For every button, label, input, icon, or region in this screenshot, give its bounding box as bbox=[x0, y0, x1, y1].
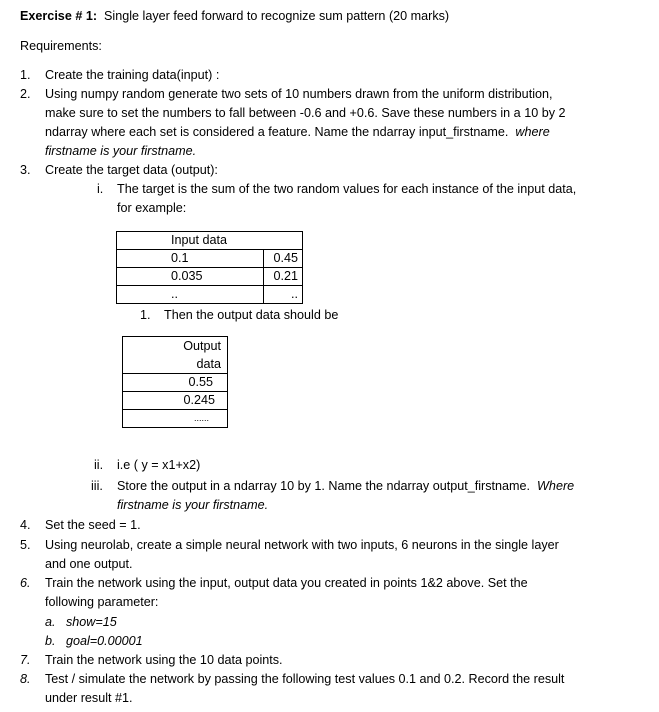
item-text: Using numpy random generate two sets of 10 numbers drawn from the uniform distribution, bbox=[45, 87, 553, 101]
output-data-table bbox=[122, 336, 228, 428]
table-header: Input data bbox=[117, 232, 303, 250]
exercise-title-text: Single layer feed forward to recognize sum pattern (20 marks) bbox=[104, 9, 450, 23]
table-row bbox=[123, 410, 228, 428]
sub-number: iii. bbox=[91, 479, 103, 493]
sub-text: for example: bbox=[117, 201, 187, 215]
item-text-part: ndarray where each set is considered a feature. Name the ndarray input_firstname. bbox=[45, 125, 509, 139]
table-cell: 0.55 bbox=[123, 374, 228, 392]
sub-text-part: Store the output in a ndarray 10 by 1. Name the ndarray output_firstname. bbox=[117, 479, 531, 493]
param-letter: b. bbox=[45, 634, 56, 648]
table-row bbox=[117, 268, 303, 286]
italic-text bbox=[45, 142, 196, 161]
item-text: Using neurolab, create a simple neural network with two inputs, 6 neurons in the single layer bbox=[45, 538, 559, 552]
item-number: 1. bbox=[20, 68, 31, 82]
sub-text: The target is the sum of the two random values for each instance of the input data, bbox=[117, 182, 577, 196]
item-text: Set the seed = 1. bbox=[45, 518, 141, 532]
table-cell: ...... bbox=[123, 410, 228, 428]
item-number: 8. bbox=[20, 672, 31, 686]
item-text: Create the training data(input) : bbox=[45, 68, 220, 82]
table-cell: 0.45 bbox=[264, 250, 303, 268]
exercise-title bbox=[20, 7, 449, 26]
item-number: 7. bbox=[20, 653, 31, 667]
item-text: Train the network using the 10 data points. bbox=[45, 653, 283, 667]
table-cell: 0.21 bbox=[264, 268, 303, 286]
table-cell: .. bbox=[264, 286, 303, 304]
sub-text: Then the output data should be bbox=[164, 308, 339, 322]
table-cell: 0.245 bbox=[123, 392, 228, 410]
italic-text: firstname is your firstname. bbox=[117, 498, 269, 512]
item-text: make sure to set the numbers to fall between -0.6 and +0.6. Save these numbers in a 10 by 2 bbox=[45, 106, 566, 120]
item-text: under result #1. bbox=[45, 691, 133, 705]
item-number: 6. bbox=[20, 576, 31, 590]
param-text: show=15 bbox=[66, 615, 117, 629]
table-row bbox=[117, 250, 303, 268]
exercise-label: Exercise # 1: bbox=[20, 9, 98, 23]
table-row bbox=[123, 374, 228, 392]
item-text: and one output. bbox=[45, 557, 133, 571]
header-line: data bbox=[196, 357, 221, 371]
requirements-heading: Requirements: bbox=[20, 39, 102, 53]
italic-text: firstname is your firstname. bbox=[45, 144, 197, 158]
sub-number: i. bbox=[97, 182, 104, 196]
italic-text bbox=[117, 496, 268, 515]
item-number: 2. bbox=[20, 87, 31, 101]
table-cell: 0.035 bbox=[117, 268, 264, 286]
italic-text: where bbox=[515, 125, 550, 139]
item-text: Train the network using the input, output data you created in points 1&2 above. Set the bbox=[45, 576, 528, 590]
header-line: Output bbox=[183, 339, 221, 353]
item-text bbox=[45, 123, 550, 142]
table-row bbox=[123, 392, 228, 410]
item-number: 4. bbox=[20, 518, 31, 532]
item-text: following parameter: bbox=[45, 595, 159, 609]
sub-text: i.e ( y = x1+x2) bbox=[117, 458, 201, 472]
table-header bbox=[123, 337, 228, 374]
item-text: Test / simulate the network by passing the following test values 0.1 and 0.2. Record the result bbox=[45, 672, 565, 686]
param-letter: a. bbox=[45, 615, 56, 629]
table-cell: .. bbox=[117, 286, 264, 304]
sub-number: ii. bbox=[94, 458, 104, 472]
sub-text bbox=[117, 477, 574, 496]
table-cell: 0.1 bbox=[117, 250, 264, 268]
item-text: Create the target data (output): bbox=[45, 163, 218, 177]
table-row bbox=[117, 286, 303, 304]
input-data-table bbox=[116, 231, 303, 304]
param-text: goal=0.00001 bbox=[66, 634, 143, 648]
item-number: 5. bbox=[20, 538, 31, 552]
sub-number: 1. bbox=[140, 308, 151, 322]
item-number: 3. bbox=[20, 163, 31, 177]
italic-text: Where bbox=[537, 479, 575, 493]
